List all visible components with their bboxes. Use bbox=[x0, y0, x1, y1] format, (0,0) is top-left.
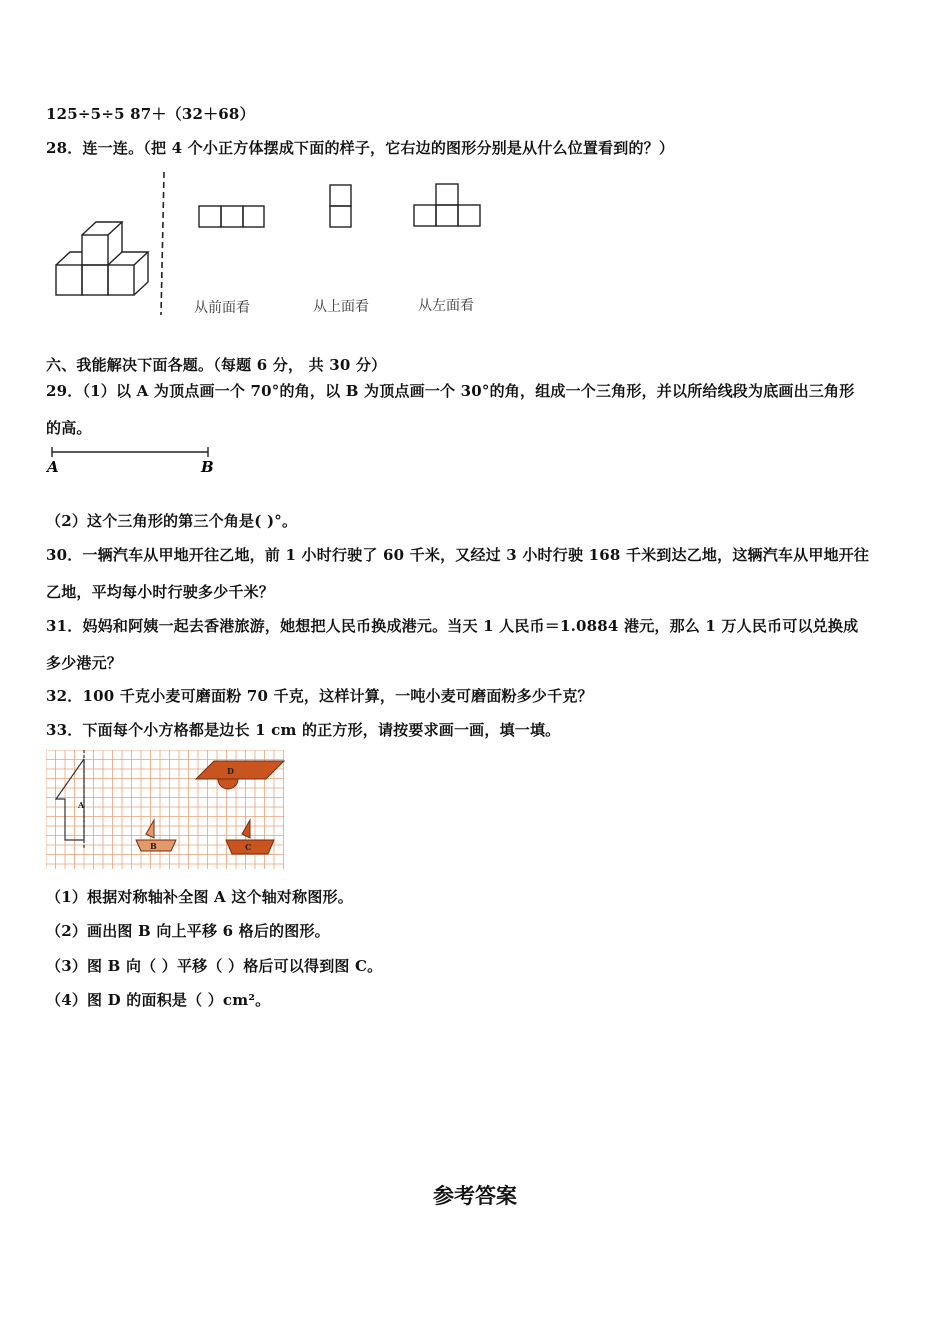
question-33-part1: （1）根据对称轴补全图 A 这个轴对称图形。 bbox=[46, 888, 353, 906]
label-front-view: 从前面看 bbox=[194, 300, 250, 316]
point-a-label: A bbox=[47, 458, 59, 476]
segment-ab bbox=[46, 444, 226, 478]
label-b: B bbox=[150, 841, 157, 851]
calc-line: 125÷5÷5 87＋（32＋68） bbox=[46, 105, 255, 123]
label-left-view: 从左面看 bbox=[418, 298, 474, 314]
label-top-view: 从上面看 bbox=[313, 299, 369, 315]
dashed-divider bbox=[161, 172, 164, 315]
grid-figure bbox=[46, 750, 286, 870]
question-33-part3: （3）图 B 向（ ）平移（ ）格后可以得到图 C。 bbox=[46, 957, 383, 975]
section-6-heading: 六、我能解决下面各题。（每题 6 分， 共 30 分） bbox=[46, 356, 387, 374]
cube-stack-drawing bbox=[56, 222, 148, 295]
question-28: 28．连一连。（把 4 个小正方体摆成下面的样子，它右边的图形分别是从什么位置看到的？） bbox=[46, 139, 675, 157]
answer-title: 参考答案 bbox=[433, 1184, 517, 1208]
question-29-line1: 29．（1）以 A 为顶点画一个 70°的角，以 B 为顶点画一个 30°的角，组成一个三角形，并以所给线段为底画出三角形 bbox=[46, 382, 855, 400]
question-31-line2: 多少港元？ bbox=[46, 654, 123, 672]
question-29-line2: 的高。 bbox=[46, 419, 92, 437]
label-a: A bbox=[78, 800, 85, 810]
shape-d bbox=[196, 761, 284, 789]
question-30-line1: 30．一辆汽车从甲地开往乙地，前 1 小时行驶了 60 千米，又经过 3 小时行驶 168 千米到达乙地，这辆汽车从甲地开往 bbox=[46, 546, 870, 564]
question-33: 33．下面每个小方格都是边长 1 cm 的正方形，请按要求画一画，填一填。 bbox=[46, 721, 561, 739]
question-30-line2: 乙地，平均每小时行驶多少千米？ bbox=[46, 583, 275, 601]
label-d: D bbox=[227, 766, 234, 776]
question-33-part4: （4）图 D 的面积是（ ）cm²。 bbox=[46, 991, 271, 1009]
question-29-part2: （2）这个三角形的第三个角是( )°。 bbox=[46, 512, 298, 530]
front-view-shape bbox=[199, 206, 264, 227]
question-31-line1: 31．妈妈和阿姨一起去香港旅游，她想把人民币换成港元。当天 1 人民币＝1.0884 港元，那么 1 万人民币可以兑换成 bbox=[46, 617, 859, 635]
top-view-shape bbox=[330, 185, 351, 227]
question-32: 32．100 千克小麦可磨面粉 70 千克，这样计算，一吨小麦可磨面粉多少千克？ bbox=[46, 687, 593, 705]
question-33-part2: （2）画出图 B 向上平移 6 格后的图形。 bbox=[46, 922, 330, 940]
label-c: C bbox=[245, 842, 252, 852]
point-b-label: B bbox=[201, 458, 214, 476]
left-view-shape bbox=[414, 184, 480, 226]
